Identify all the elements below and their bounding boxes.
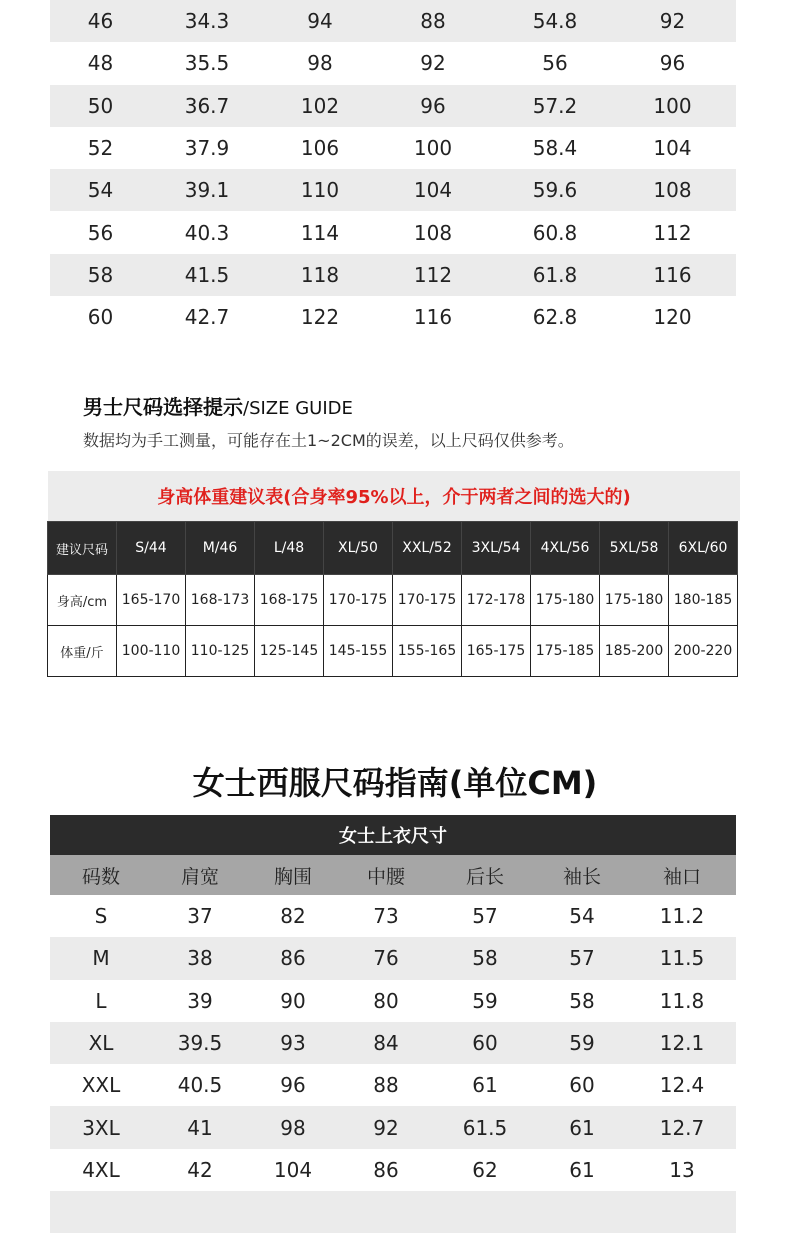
cell: 110-125 [186,626,255,677]
cell: 12.1 [659,1031,705,1056]
cell: 60 [569,1073,595,1098]
size-guide-note: 数据均为手工测量，可能存在土1~2CM的误差，以上尺码仅供参考。 [83,431,574,450]
cell: 39.5 [177,1031,223,1056]
cell: 112 [653,220,692,245]
cell: 118 [300,262,340,287]
table-row [48,522,738,575]
cell: 56 [542,51,568,76]
cell: 86 [280,946,306,971]
cell: 96 [420,93,446,118]
cell: 106 [300,136,340,161]
cell: 100 [653,93,692,118]
cell: 39.1 [184,178,230,203]
cell: 37.9 [184,136,230,161]
cell: 50 [87,93,114,118]
cell: 165-175 [462,626,531,677]
size-guide-title-en: /SIZE GUIDE [243,398,353,419]
cell: 身高/cm [48,575,117,626]
cell: 61 [569,1157,595,1182]
cell: 96 [280,1073,306,1098]
cell: 104 [273,1157,313,1182]
cell: 6XL/60 [669,522,738,575]
table-row [50,42,736,84]
table-row [50,1022,736,1064]
cell: 40.3 [184,220,230,245]
women-top-size-bar: 女士上衣尺寸 [50,815,736,855]
cell: 125-145 [255,626,324,677]
cell: 170-175 [393,575,462,626]
cell: 110 [300,178,340,203]
cell: 61.8 [532,262,578,287]
cell: 58 [87,262,114,287]
cell: 62 [472,1157,498,1182]
column-header: 肩宽 [180,865,219,888]
cell: 42 [187,1157,213,1182]
cell: 100 [413,136,453,161]
cell: 80 [373,988,399,1013]
cell: 11.8 [659,988,705,1013]
cell: 172-178 [462,575,531,626]
cell: 11.5 [659,946,705,971]
table-row-partial [50,1191,736,1233]
cell: 165-170 [117,575,186,626]
table-row [50,211,736,253]
cell: 88 [420,9,446,34]
table-row [50,1106,736,1148]
cell: 92 [659,9,686,34]
table-row [48,626,738,677]
cell: 39 [187,988,213,1013]
cell: 98 [307,51,333,76]
table-header-row [50,855,736,895]
cell: 57 [569,946,595,971]
cell: 92 [420,51,446,76]
cell: 98 [280,1115,306,1140]
cell: 41 [187,1115,213,1140]
cell: 61 [569,1115,595,1140]
cell: 58.4 [532,136,578,161]
cell: 54.8 [532,9,578,34]
cell: 114 [300,220,340,245]
cell: 35.5 [184,51,230,76]
cell: 170-175 [324,575,393,626]
cell: 175-180 [531,575,600,626]
column-header: 中腰 [366,865,405,888]
cell: 37 [187,904,213,929]
cell: 84 [373,1031,399,1056]
column-header: 袖长 [562,865,601,888]
table-row [50,254,736,296]
cell: 13 [669,1157,695,1182]
cell: 61.5 [462,1115,508,1140]
cell: 52 [87,136,114,161]
cell: 58 [472,946,498,971]
cell: 102 [300,93,340,118]
cell: 122 [300,305,340,330]
cell: 93 [280,1031,306,1056]
column-header: 胸围 [273,865,312,888]
cell: XL/50 [324,522,393,575]
table-row [50,937,736,979]
cell: S [94,904,108,929]
cell: 62.8 [532,305,578,330]
table-row [50,895,736,937]
cell: 40.5 [177,1073,223,1098]
cell: M/46 [186,522,255,575]
cell: 116 [413,305,453,330]
cell: 41.5 [184,262,230,287]
cell: 168-173 [186,575,255,626]
cell: 104 [413,178,453,203]
cell: 76 [373,946,399,971]
cell: 108 [413,220,453,245]
men-size-table [50,0,736,338]
cell: 38 [187,946,213,971]
cell: XXL [81,1073,121,1098]
cell: 54 [87,178,114,203]
size-guide-title-cn: 男士尺码选择提示 [83,395,243,419]
cell: 59 [569,1031,595,1056]
cell: 108 [653,178,692,203]
cell: 12.7 [659,1115,705,1140]
table-row [48,575,738,626]
cell: 112 [413,262,453,287]
cell: 200-220 [669,626,738,677]
cell: 61 [472,1073,498,1098]
cell: 54 [569,904,595,929]
table-row [50,1149,736,1191]
cell: 4XL [82,1157,120,1182]
cell: 88 [373,1073,399,1098]
cell: 59.6 [532,178,578,203]
cell: S/44 [117,522,186,575]
cell: 155-165 [393,626,462,677]
cell: 100-110 [117,626,186,677]
cell: 60 [87,305,114,330]
cell: 90 [280,988,306,1013]
table-row [50,296,736,338]
cell: 57.2 [532,93,578,118]
cell: L/48 [255,522,324,575]
cell: 104 [653,136,692,161]
cell: 11.2 [659,904,705,929]
cell: 86 [373,1157,399,1182]
cell: 120 [653,305,692,330]
cell: 12.4 [659,1073,705,1098]
cell: XXL/52 [393,522,462,575]
table-row [50,169,736,211]
table-row [50,127,736,169]
recommendation-table [47,521,738,677]
column-header: 码数 [81,865,120,888]
recommendation-banner: 身高体重建议表(合身率95%以上，介于两者之间的选大的) [48,471,740,521]
column-header: 后长 [465,865,504,888]
cell: 116 [653,262,692,287]
table-row [50,0,736,42]
cell: 96 [659,51,686,76]
cell: XL [88,1031,114,1056]
cell: 59 [472,988,498,1013]
cell: 56 [87,220,114,245]
cell: 60.8 [532,220,578,245]
cell: 168-175 [255,575,324,626]
cell: 3XL [82,1115,120,1140]
women-size-title: 女士西服尺码指南(单位CM) [192,764,598,802]
cell: 42.7 [184,305,230,330]
cell: 180-185 [669,575,738,626]
cell: 57 [472,904,498,929]
cell: 175-180 [600,575,669,626]
cell: 92 [373,1115,399,1140]
cell: 建议尺码 [48,522,117,575]
cell: 48 [87,51,114,76]
cell: 46 [87,9,114,34]
cell: 60 [472,1031,498,1056]
cell: M [92,946,110,971]
cell: 94 [307,9,333,34]
cell: 73 [373,904,399,929]
cell: 82 [280,904,306,929]
cell: 3XL/54 [462,522,531,575]
cell: 4XL/56 [531,522,600,575]
cell: 58 [569,988,595,1013]
cell: 145-155 [324,626,393,677]
table-row [50,85,736,127]
table-row [50,980,736,1022]
cell: 5XL/58 [600,522,669,575]
cell: 34.3 [184,9,230,34]
column-header: 袖口 [662,865,701,888]
table-row [50,1064,736,1106]
cell: L [95,988,107,1013]
cell: 185-200 [600,626,669,677]
cell: 体重/斤 [48,626,117,677]
size-guide-title [83,391,353,420]
cell: 36.7 [184,93,230,118]
cell: 175-185 [531,626,600,677]
women-size-table [50,855,736,1233]
